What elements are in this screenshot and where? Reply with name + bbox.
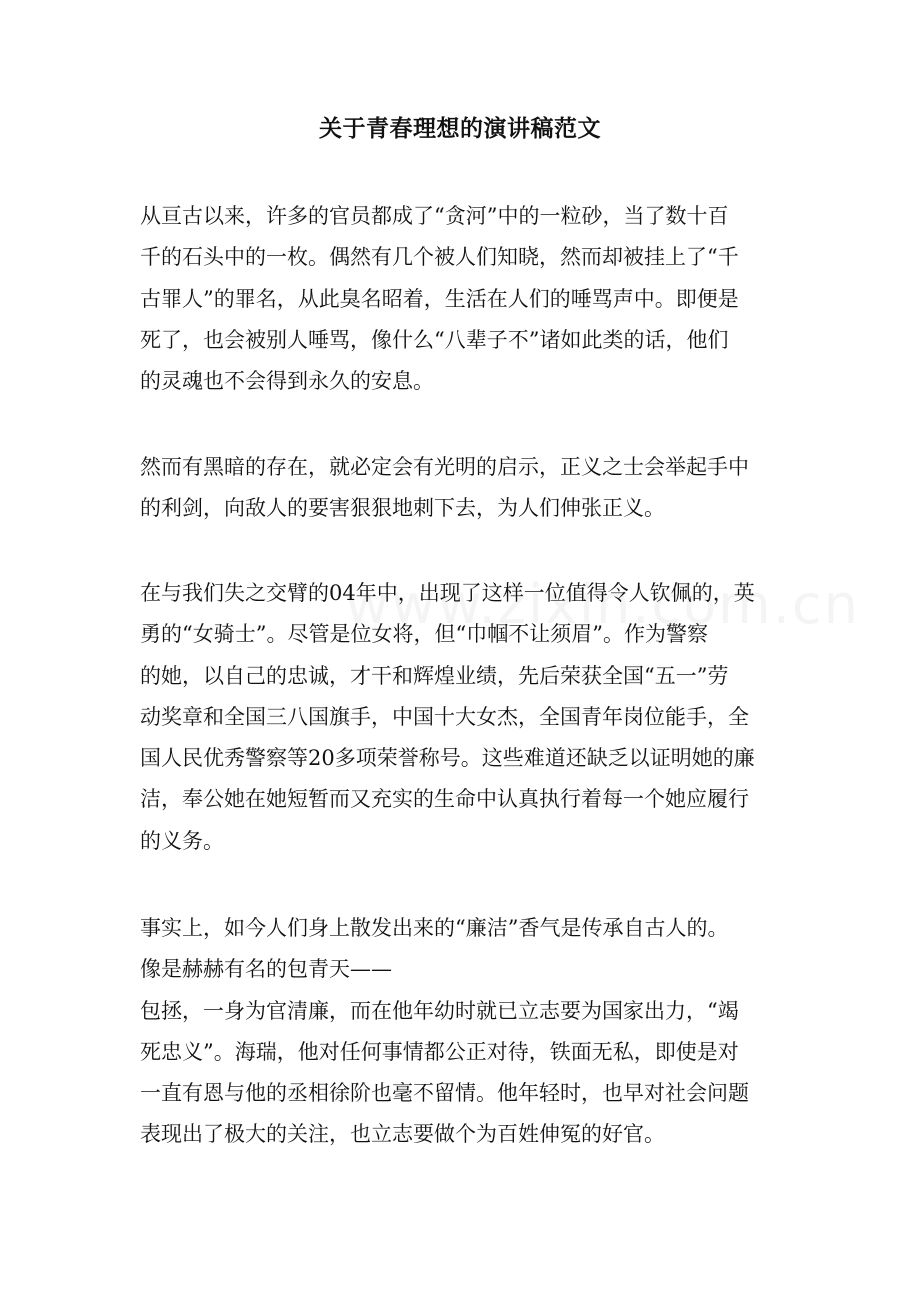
paragraph-4 <box>140 908 780 1156</box>
paragraph-line: 国人民优秀警察等20多项荣誉称号。这些难道还缺乏以证明她的廉 <box>140 746 755 771</box>
paragraph-line: 死忠义”。海瑞，他对任何事情都公正对待，铁面无私，即使是对 <box>140 1039 739 1064</box>
paragraph-line: 洁，奉公她在她短暂而又充实的生命中认真执行着每一个她应履行 <box>140 787 749 812</box>
document-title: 关于青春理想的演讲稿范文 <box>319 115 601 142</box>
paragraph-3 <box>140 573 780 862</box>
paragraph-1 <box>140 196 780 402</box>
paragraph-line: 在与我们失之交臂的04年中，出现了这样一位值得令人钦佩的，英 <box>140 581 755 605</box>
paragraph-line: 的义务。 <box>140 828 224 853</box>
paragraph-line: 死了，也会被别人唾骂，像什么“八辈子不”诸如此类的话，他们 <box>140 327 729 352</box>
paragraph-2 <box>140 447 780 530</box>
paragraph-line: 千的石头中的一枚。偶然有几个被人们知晓，然而却被挂上了“千 <box>140 245 739 270</box>
paragraph-line: 事实上，如今人们身上散发出来的“廉洁”香气是传承自古人的。 <box>140 916 729 940</box>
paragraph-line: 从亘古以来，许多的官员都成了“贪河”中的一粒砂，当了数十百 <box>140 204 729 228</box>
paragraph-line: 表现出了极大的关注，也立志要做个为百姓伸冤的好官。 <box>140 1122 665 1147</box>
paragraph-line: 包拯，一身为官清廉，而在他年幼时就已立志要为国家出力，“竭 <box>140 998 739 1023</box>
paragraph-line: 一直有恩与他的丞相徐阶也毫不留情。他年轻时，也早对社会问题 <box>140 1081 749 1106</box>
paragraph-line: 的利剑，向敌人的要害狠狠地刺下去，为人们伸张正义。 <box>140 496 665 521</box>
paragraph-line: 动奖章和全国三八国旗手，中国十大女杰，全国青年岗位能手，全 <box>140 704 749 729</box>
paragraph-line: 古罪人”的罪名，从此臭名昭着，生活在人们的唾骂声中。即便是 <box>140 286 739 311</box>
paragraph-line: 勇的“女骑士”。尽管是位女将，但“巾帼不让须眉”。作为警察 <box>140 622 708 647</box>
paragraph-line: 然而有黑暗的存在，就必定会有光明的启示，正义之士会举起手中 <box>140 455 749 479</box>
paragraph-line: 像是赫赫有名的包青天—— <box>140 957 392 982</box>
paragraph-line: 的她，以自己的忠诚，才干和辉煌业绩，先后荣获全国“五一”劳 <box>140 663 729 688</box>
paragraph-line: 的灵魂也不会得到永久的安息。 <box>140 369 434 394</box>
